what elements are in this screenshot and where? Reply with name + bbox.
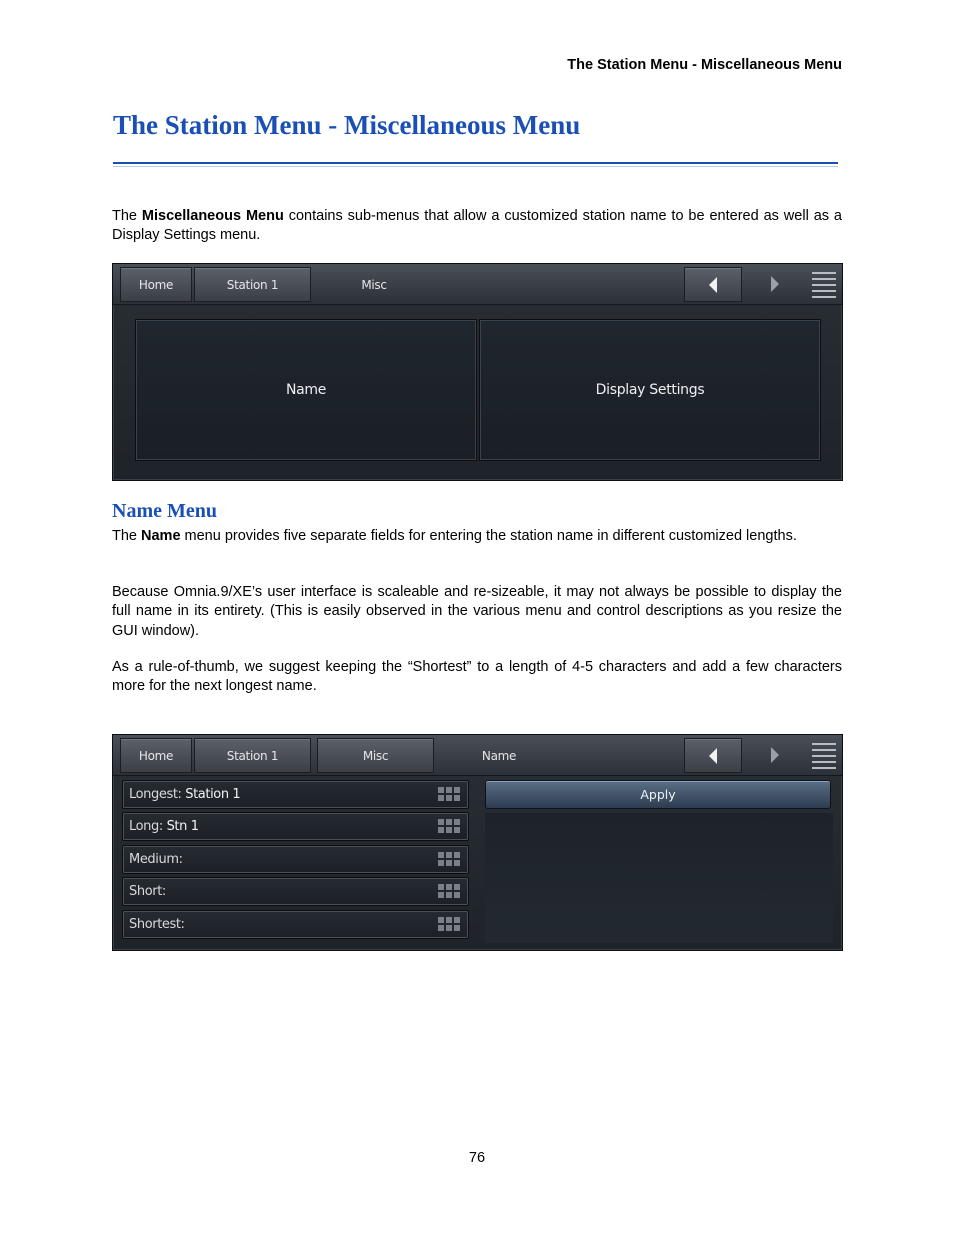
- left-arrow-icon[interactable]: [684, 738, 742, 773]
- tab-misc: Misc: [361, 277, 387, 292]
- tab-station[interactable]: Station 1: [194, 738, 311, 773]
- misc-menu-screenshot: [112, 263, 843, 481]
- intro-paragraph: The Miscellaneous Menu contains sub-menus that allow a customized station name to be entered as well as a Display Settings menu.: [112, 208, 842, 244]
- hamburger-icon[interactable]: [812, 268, 836, 298]
- nav-bar: [113, 264, 842, 305]
- apply-button[interactable]: Apply: [485, 780, 831, 809]
- shortest-name-field[interactable]: [122, 910, 469, 939]
- short-name-field[interactable]: [122, 877, 469, 906]
- keyboard-icon[interactable]: [438, 852, 462, 867]
- keyboard-icon[interactable]: [438, 884, 462, 899]
- running-header: The Station Menu - Miscellaneous Menu: [567, 57, 842, 73]
- tab-home[interactable]: Home: [120, 267, 192, 302]
- left-arrow-icon[interactable]: [684, 267, 742, 302]
- page-title: The Station Menu - Miscellaneous Menu: [113, 110, 581, 140]
- keyboard-icon[interactable]: [438, 819, 462, 834]
- field-label: Medium:: [129, 852, 183, 867]
- tab-name: Name: [481, 748, 517, 763]
- field-label: Shortest:: [129, 917, 185, 932]
- keyboard-icon[interactable]: [438, 917, 462, 932]
- name-paragraph-3: As a rule-of-thumb, we suggest keeping the “Shortest” to a length of 4-5 characters and add a few characters more for the next longest name.: [112, 659, 842, 695]
- longest-name-field[interactable]: [122, 780, 469, 809]
- empty-panel: [485, 813, 833, 943]
- name-menu-heading: Name Menu: [112, 500, 217, 522]
- page-number: 76: [468, 1150, 486, 1166]
- field-label: Long: Stn 1: [129, 819, 199, 834]
- name-tile[interactable]: Name: [135, 319, 477, 461]
- display-settings-tile[interactable]: Display Settings: [479, 319, 821, 461]
- tab-station[interactable]: Station 1: [194, 267, 311, 302]
- right-arrow-icon[interactable]: [747, 267, 803, 300]
- field-label: Longest: Station 1: [129, 787, 241, 802]
- tab-misc[interactable]: Misc: [317, 738, 434, 773]
- name-menu-screenshot: [112, 734, 843, 951]
- right-arrow-icon[interactable]: [747, 738, 803, 771]
- medium-name-field[interactable]: [122, 845, 469, 874]
- field-label: Short:: [129, 884, 166, 899]
- tab-home[interactable]: Home: [120, 738, 192, 773]
- hamburger-icon[interactable]: [812, 739, 836, 769]
- keyboard-icon[interactable]: [438, 787, 462, 802]
- name-paragraph-1: The Name menu provides five separate fields for entering the station name in different customized lengths.: [112, 528, 797, 544]
- long-name-field[interactable]: [122, 812, 469, 841]
- title-divider: [113, 162, 838, 170]
- name-paragraph-2: Because Omnia.9/XE’s user interface is scaleable and re-sizeable, it may not always be possible to display the full name in its entirety. (This is easily observed in the various menu and control descriptions as you resize the GUI window).: [112, 584, 842, 639]
- nav-bar: [113, 735, 842, 776]
